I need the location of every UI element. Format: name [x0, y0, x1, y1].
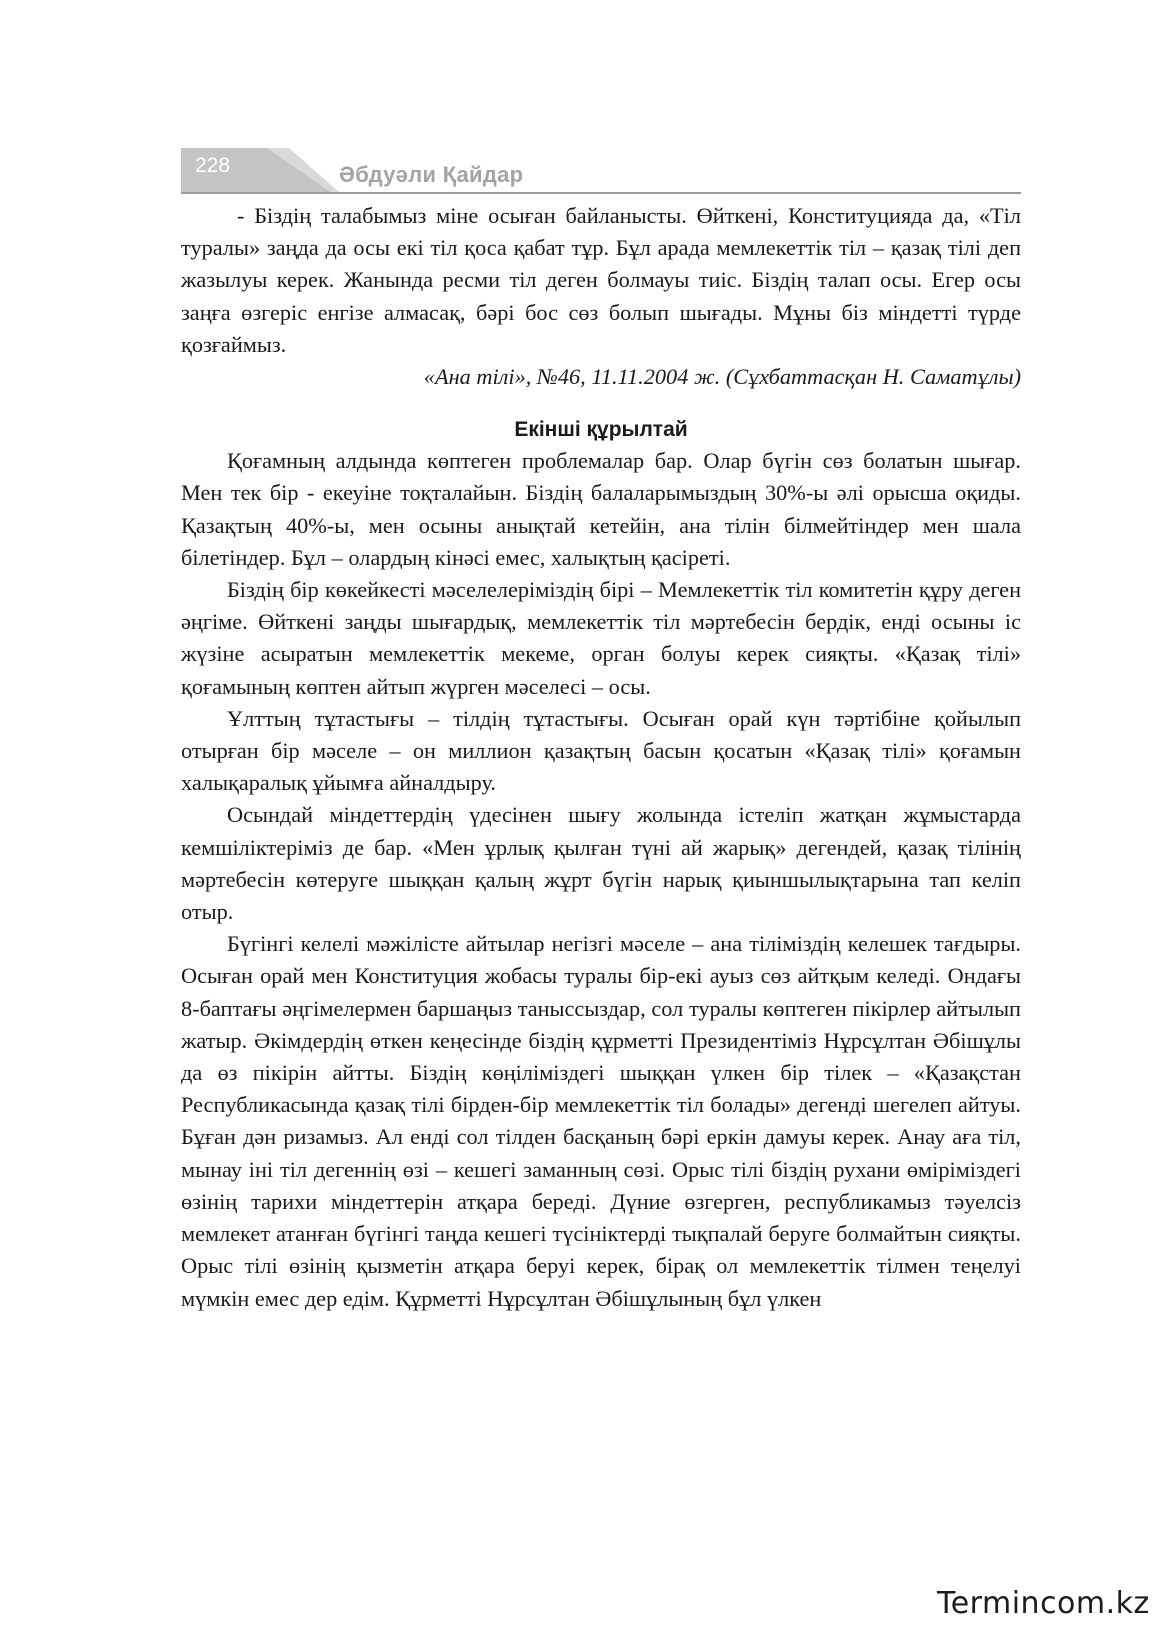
- source-citation: «Ана тілі», №46, 11.11.2004 ж. (Сұхбаттасқан Н. Саматұлы): [423, 364, 1021, 390]
- section-title: Екінші құрылтай: [514, 418, 688, 442]
- section-paragraph: Қоғамның алдында көптеген проблемалар бар. Олар бүгін сөз болатын шығар. Мен тек бір - екеуіне тоқталайын. Біздің балаларымыздың 30%-ы әлі орысша оқиды. Қазақтың 40%-ы, мен осыны анықтай кетейін, ана тілін білмейтіндер мен шала білетіндер. Бұл – олардың кінәсі емес, халықтың қасіреті.: [181, 448, 1021, 570]
- page-number: 228: [195, 154, 231, 177]
- page-header: [181, 148, 1021, 194]
- section-paragraph: Бүгінгі келелі мәжілісте айтылар негізгі мәселе – ана тіліміздің келешек тағдыры. Осыған орай мен Конституция жобасы туралы бір-екі ауыз сөз айтқым келеді. Ондағы 8-баптағы әңгімелермен баршаңыз таныссыздар, сол туралы көптеген пікірлер айтылып жатыр. Әкімдердің өткен кеңесінде біздің құрметті Президентіміз Нұрсұлтан Әбішұлы да өз пікірін айтты. Біздің көңіліміздегі шыққан үлкен бір тілек – «Қазақстан Республикасында қазақ тілі бірден-бір мемлекеттік тіл болады» дегенді шегелеп айтуы. Бұған дән ризамыз. Ал енді сол тілден басқаның бәрі еркін дамуы керек. Анау аға тіл, мынау іні тіл дегеннің өзі – кешегі заманның сөзі. Орыс тілі біздің рухани өміріміздегі өзінің тарихи міндеттерін атқара береді. Дүние өзгерген, республикамыз тәуелсіз мемлекет атанған бүгінгі таңда кешегі түсініктерді тықпалай беруге болмайтын сияқты. Орыс тілі өзінің қызметін атқара беруі керек, бірақ ол мемлекеттік тілмен теңелуі мүмкін емес дер едім. Құрметті Нұрсұлтан Әбішұлының бұл үлкен: [181, 931, 1021, 1311]
- intro-paragraph: - Біздің талабымыз міне осыған байланысты. Өйткені, Конституцияда да, «Тіл туралы» заңда да осы екі тіл қоса қабат тұр. Бұл арада мемлекеттік тіл – қазақ тілі деп жазылуы керек. Жанында ресми тіл деген болмауы тиіс. Біздің талап осы. Егер осы заңға өзгеріс енгізе алмасақ, бәрі бос сөз болып шығады. Мұны біз міндетті түрде қозғаймыз.: [181, 203, 1021, 357]
- header-rule: [181, 192, 1021, 194]
- section-paragraph: Осындай міндеттердің үдесінен шығу жолында істеліп жатқан жұмыстарда кемшіліктеріміз де бар. «Мен ұрлық қылған түні ай жарық» дегендей, қазақ тілінің мәртебесін көтеруге шыққан қалың жұрт бүгін нарық қиыншылықтарына тап келіп отыр.: [181, 802, 1021, 925]
- running-title: Әбдуәли Қайдар: [339, 162, 524, 187]
- section-paragraph: Ұлттың тұтастығы – тілдің тұтастығы. Осыған орай күн тәртібіне қойылып отырған бір мәселе – он миллион қазақтың басын қосатын «Қазақ тілі» қоғамын халықаралық ұйымға айналдыру.: [181, 705, 1021, 796]
- page-body: [181, 200, 1021, 1315]
- watermark-logo: Termincom.kz: [937, 1586, 1150, 1621]
- section-paragraph: Біздің бір көкейкесті мәселелеріміздің бірі – Мемлекеттік тіл комитетін құру деген әңгіме. Өйткені заңды шығардық, мемлекеттік тіл мәртебесін бердік, енді осыны іс жүзіне асыратын мемлекеттік мекеме, орган болуы керек сияқты. «Қазақ тілі» қоғамының көптен айтып жүрген мәселесі – осы.: [181, 577, 1021, 699]
